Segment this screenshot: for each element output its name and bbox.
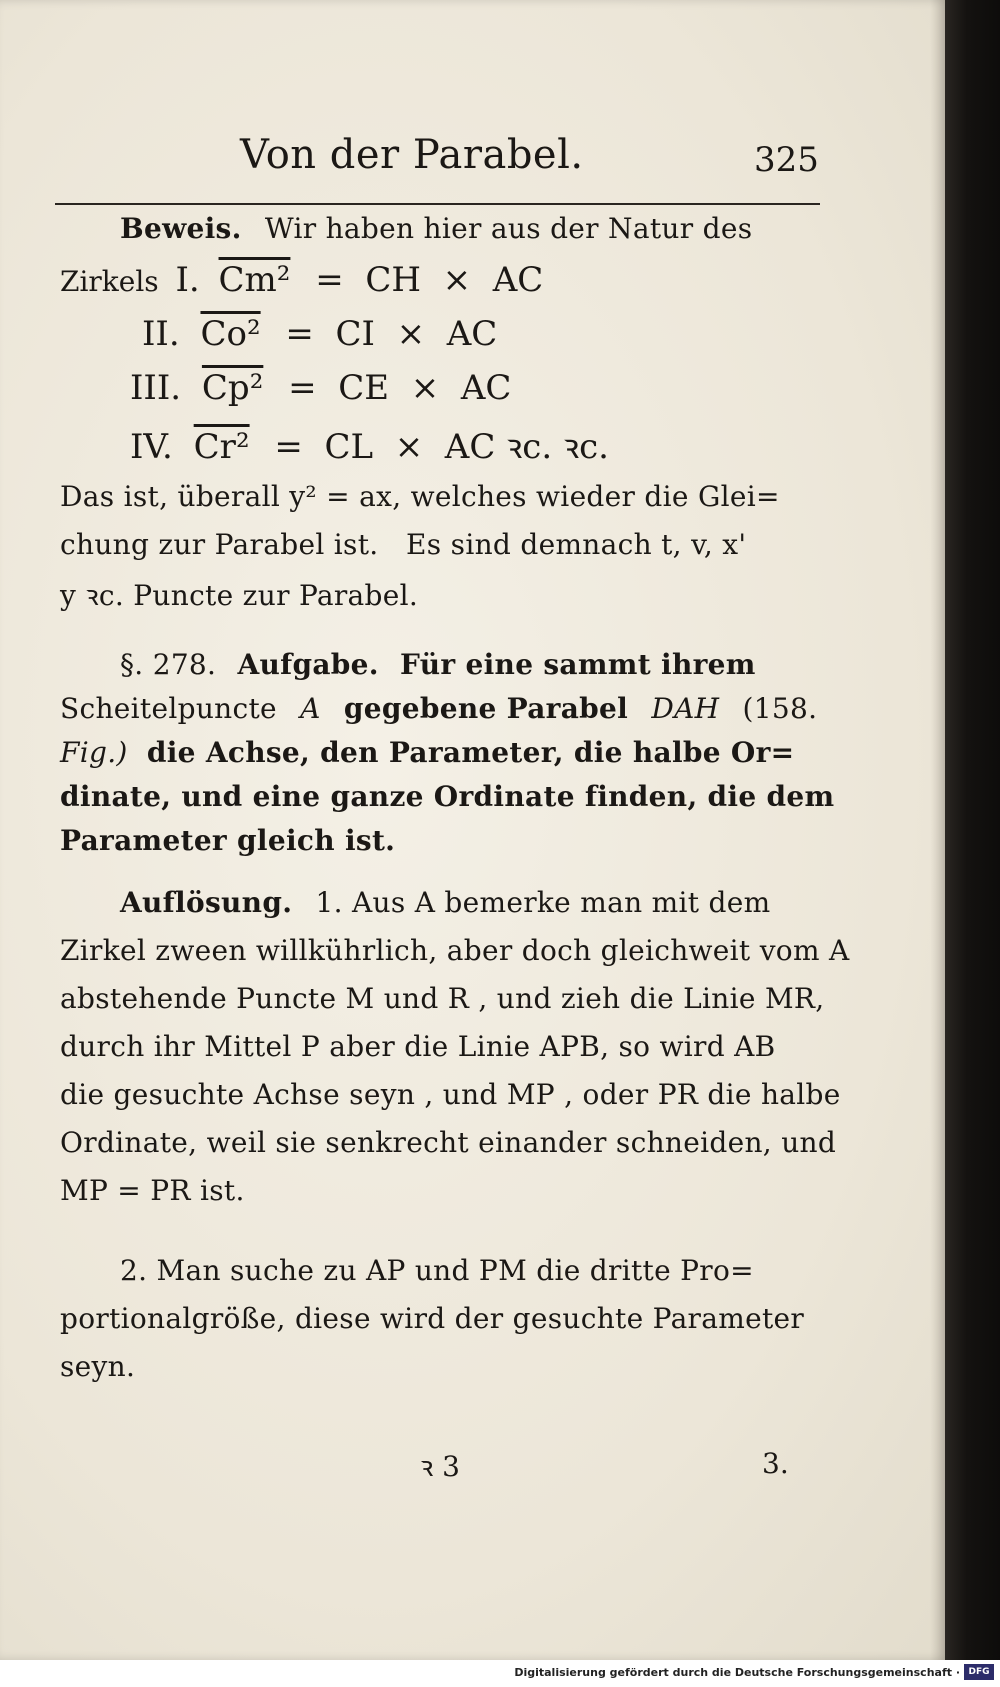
eq-rhs: = CI × AC <box>285 314 498 354</box>
solution-line-7: MP = PR ist. <box>60 1174 245 1207</box>
section-italic: DAH <box>651 692 720 725</box>
proof-label: Beweis. <box>120 212 242 245</box>
running-title: Von der Parabel. <box>240 132 584 178</box>
page-number: 325 <box>754 140 819 180</box>
eq-number: III. <box>130 368 182 408</box>
conclusion-line-3: y ꝛc. Puncte zur Parabel. <box>60 579 419 612</box>
eq-rhs: = CL × AC ꝛc. ꝛc. <box>274 427 609 467</box>
equation-row-2 <box>142 314 497 354</box>
section-line-5: Parameter gleich ist. <box>60 824 396 857</box>
proof-prefix: Zirkels <box>60 265 159 298</box>
header-rule <box>55 203 820 205</box>
proof-line-1 <box>120 212 752 245</box>
section-line-4: dinate, und eine ganze Ordinate finden, die dem <box>60 780 835 813</box>
dfg-logo: DFG <box>964 1664 994 1680</box>
section-text: Scheitelpuncte <box>60 692 277 725</box>
eq-number: I. <box>175 260 200 300</box>
eq-rhs: = CE × AC <box>288 368 512 408</box>
section-text: die Achse, den Parameter, die halbe Or= <box>146 736 795 769</box>
proof-text: Wir haben hier aus der Natur des <box>264 212 753 245</box>
step2-line-2: portionalgröße, diese wird der gesuchte Parameter <box>60 1302 805 1335</box>
step2-line-3: seyn. <box>60 1350 136 1383</box>
book-binding-edge <box>945 0 1000 1687</box>
equation-row-4 <box>130 422 609 468</box>
eq-lhs: Co² <box>200 314 261 354</box>
equation-row-1 <box>60 260 543 300</box>
eq-rhs: = CH × AC <box>315 260 544 300</box>
signature-mark: ꝛ 3 <box>420 1450 460 1483</box>
conclusion-line-2: chung zur Parabel ist. Es sind demnach t, v, x' <box>60 528 747 561</box>
eq-number: II. <box>142 314 180 354</box>
section-label: Aufgabe. <box>237 648 379 681</box>
eq-lhs: Cr² <box>193 427 250 467</box>
solution-line-2: Zirkel zween willkührlich, aber doch gleichweit vom A <box>60 934 850 967</box>
section-line-3 <box>60 736 794 769</box>
section-text: Für eine sammt ihrem <box>400 648 756 681</box>
section-heading-line <box>120 648 756 681</box>
solution-line-6: Ordinate, weil sie senkrecht einander schneiden, und <box>60 1126 837 1159</box>
eq-lhs: Cp² <box>201 368 264 408</box>
solution-line-4: durch ihr Mittel P aber die Linie APB, so wird AB <box>60 1030 776 1063</box>
section-line-2 <box>60 692 817 725</box>
solution-line-3: abstehende Puncte M und R , und zieh die Linie MR, <box>60 982 825 1015</box>
solution-line-1 <box>120 886 770 919</box>
solution-label: Auflösung. <box>120 886 293 919</box>
solution-text: 1. Aus A bemerke man mit dem <box>315 886 771 919</box>
section-text: (158. <box>742 692 818 725</box>
conclusion-line-1: Das ist, überall y² = ax, welches wieder die Glei= <box>60 480 780 513</box>
catchword: 3. <box>762 1447 789 1480</box>
step2-line-1: 2. Man suche zu AP und PM die dritte Pro= <box>120 1254 754 1287</box>
section-number: §. 278. <box>120 648 217 681</box>
eq-lhs: Cm² <box>218 260 291 300</box>
digitization-note: Digitalisierung gefördert durch die Deutsche Forschungsgemeinschaft · <box>514 1666 960 1679</box>
section-text: gegebene Parabel <box>343 692 629 725</box>
solution-line-5: die gesuchte Achse seyn , und MP , oder PR die halbe <box>60 1078 841 1111</box>
eq-number: IV. <box>130 427 173 467</box>
section-italic: A <box>300 692 321 725</box>
equation-row-3 <box>130 368 511 408</box>
section-italic: Fig.) <box>60 736 128 769</box>
